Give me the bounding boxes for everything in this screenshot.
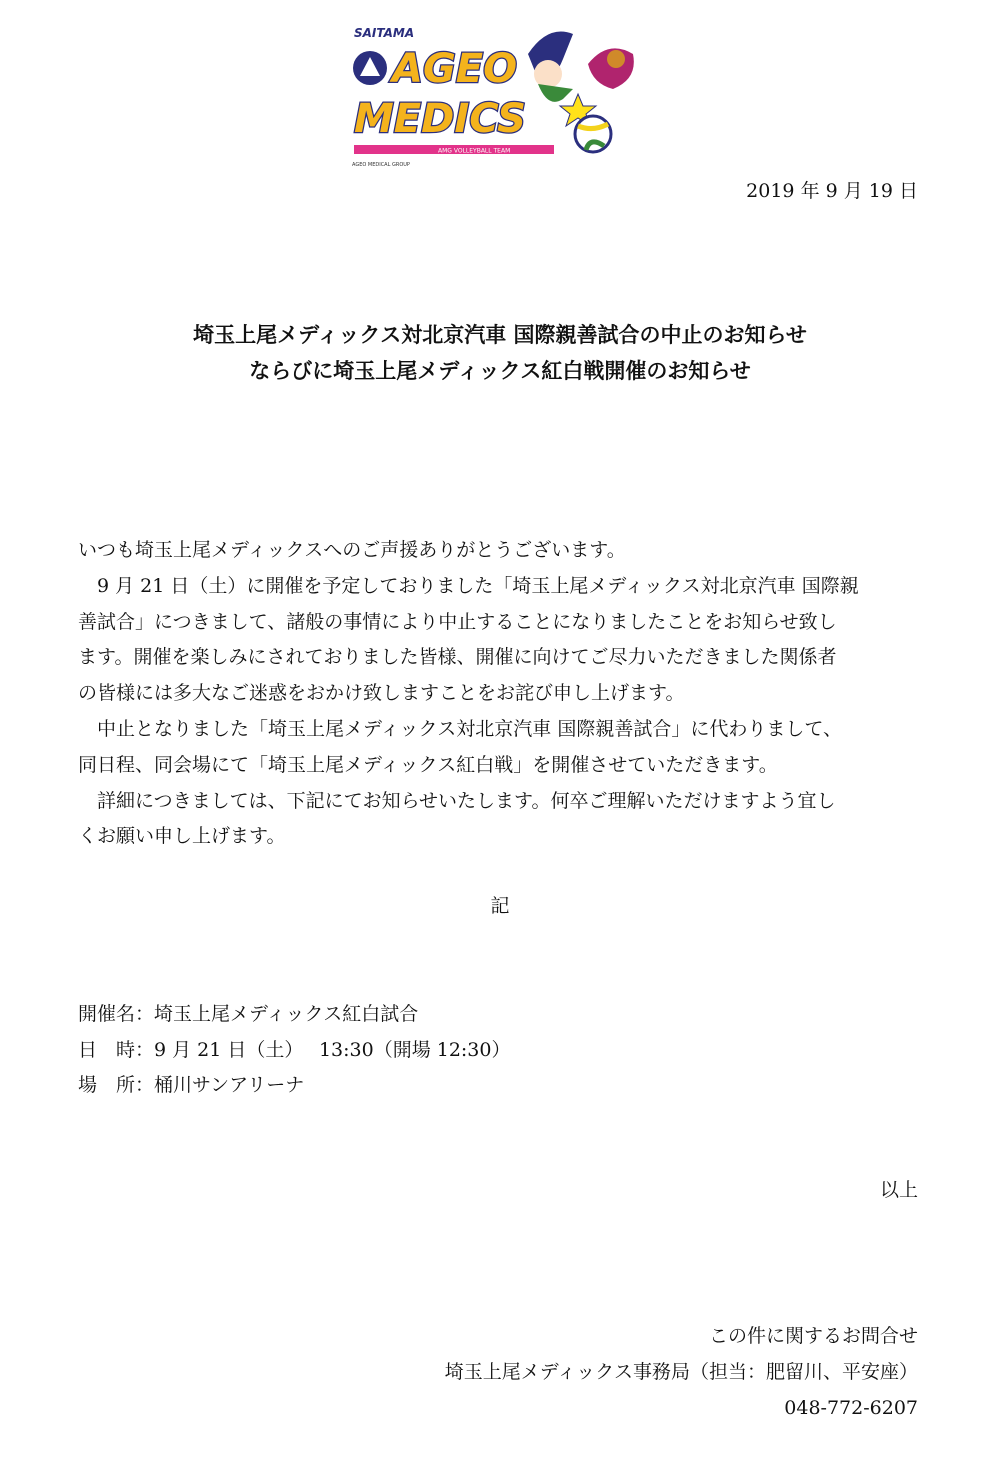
- body-line: 同日程、同会場にて「埼玉上尾メディックス紅白戦」を開催させていただきます。: [78, 753, 778, 776]
- detail-venue: [78, 1068, 511, 1104]
- detail-value: 9 月 21 日（土） 13:30（開場 12:30）: [154, 1038, 511, 1061]
- ki-heading: 記: [490, 895, 510, 917]
- contact-office: 埼玉上尾メディックス事務局（担当：肥留川、平安座）: [444, 1361, 918, 1383]
- logo-group: AGEO MEDICAL GROUP: [352, 162, 410, 168]
- volleyball-icon: [575, 116, 611, 152]
- logo-line2: MEDICS: [354, 96, 526, 142]
- body-line: くお願い申し上げます。: [78, 825, 286, 848]
- contact-block: [445, 1318, 918, 1426]
- detail-label: 日 時：: [78, 1038, 155, 1061]
- body-line: 詳細につきましては、下記にてお知らせいたします。何卒ご理解いただけますよう宜し: [78, 789, 836, 812]
- closing-mark: 以上: [879, 1179, 918, 1201]
- event-details: [78, 997, 511, 1104]
- detail-value: 埼玉上尾メディックス紅白試合: [154, 1003, 419, 1025]
- team-logo: [348, 24, 648, 174]
- body-line: 9 月 21 日（土）に開催を予定しておりました「埼玉上尾メディックス対北京汽車 国際親: [78, 574, 859, 597]
- body-line: 中止となりました「埼玉上尾メディックス対北京汽車 国際親善試合」に代わりまして、: [78, 717, 842, 740]
- document-date: 2019 年 9 月 19 日: [746, 180, 918, 202]
- body-line: いつも埼玉上尾メディックスへのご声援ありがとうございます。: [78, 539, 626, 561]
- detail-event-name: [78, 997, 511, 1033]
- logo-banner: AMG VOLLEYBALL TEAM: [438, 147, 511, 155]
- body-line: 善試合」につきまして、諸般の事情により中止することになりましたことをお知らせ致し: [78, 610, 837, 633]
- detail-value: 桶川サンアリーナ: [154, 1074, 305, 1097]
- title-line-1: 埼玉上尾メディックス対北京汽車 国際親善試合の中止のお知らせ: [193, 323, 807, 347]
- logo-line1: AGEO: [392, 46, 518, 92]
- detail-label: 開催名：: [78, 1003, 155, 1025]
- contact-heading: この件に関するお問合せ: [708, 1325, 918, 1347]
- body-text: [78, 533, 928, 855]
- title-line-2: ならびに埼玉上尾メディックス紅白戦開催のお知らせ: [249, 359, 751, 383]
- contact-phone: 048-772-6207: [784, 1397, 918, 1419]
- body-line: ます。開催を楽しみにされておりました皆様、開催に向けてご尽力いただきました関係者: [78, 646, 837, 669]
- body-line: の皆様には多大なご迷惑をおかけ致しますことをお詫び申し上げます。: [78, 682, 685, 705]
- detail-label: 場 所：: [78, 1074, 155, 1097]
- mascot-icon: [528, 32, 634, 102]
- detail-datetime: [78, 1033, 511, 1069]
- logo-prefix: SAITAMA: [354, 26, 415, 40]
